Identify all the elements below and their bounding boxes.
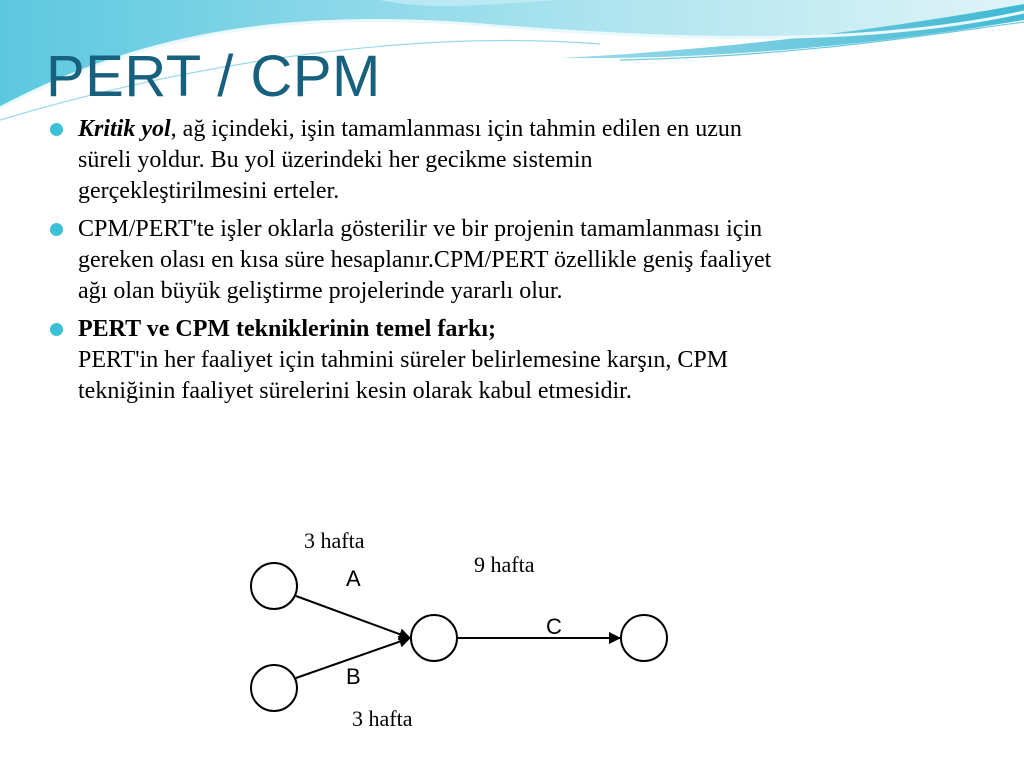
bullet-line: gerçekleştirilmesini erteler. bbox=[78, 178, 340, 204]
bullet-line: süreli yoldur. Bu yol üzerindeki her gecikme sistemin bbox=[78, 147, 593, 173]
bullet-line: tekniğinin faaliyet sürelerini kesin olarak kabul etmesidir. bbox=[78, 378, 632, 404]
bullet-line: CPM/PERT'te işler oklarla gösterilir ve bir projenin tamamlanması için bbox=[78, 216, 763, 242]
activity-c-duration: 9 hafta bbox=[474, 552, 535, 577]
node-start-b bbox=[251, 665, 297, 711]
bullet-dot-icon bbox=[50, 223, 63, 236]
bullet-line: gereken olası en kısa süre hesaplanır.CPM/PERT özellikle geniş faaliyet bbox=[78, 247, 772, 273]
critical-path-term: Kritik yol bbox=[78, 116, 171, 142]
bullet-item-critical-path bbox=[48, 114, 998, 207]
bullet-item-difference bbox=[48, 314, 998, 407]
node-start-a bbox=[251, 563, 297, 609]
activity-b-duration: 3 hafta bbox=[352, 706, 413, 731]
network-diagram-graphic bbox=[170, 518, 715, 768]
bullet-line: ağı olan büyük geliştirme projelerinde yararlı olur. bbox=[78, 278, 563, 304]
difference-heading: PERT ve CPM tekniklerinin temel farkı; bbox=[78, 316, 496, 342]
bullet-dot-icon bbox=[50, 323, 63, 336]
network-diagram bbox=[170, 518, 715, 768]
bullet-item-cpm-pert bbox=[48, 214, 998, 307]
activity-b-label: B bbox=[346, 664, 361, 689]
activity-c-label: C bbox=[546, 614, 562, 639]
activity-a-label: A bbox=[346, 566, 361, 591]
bullet-line: PERT'in her faaliyet için tahmini süreler belirlemesine karşın, CPM bbox=[78, 347, 729, 373]
bullet-dot-icon bbox=[50, 123, 63, 136]
node-end bbox=[621, 615, 667, 661]
bullet-list bbox=[48, 114, 998, 414]
activity-a-duration: 3 hafta bbox=[304, 528, 365, 553]
node-merge bbox=[411, 615, 457, 661]
arrow-activity-a bbox=[296, 596, 410, 638]
slide-title: PERT / CPM bbox=[46, 44, 381, 109]
bullet-line bbox=[78, 114, 998, 145]
bullet-text: , ağ içindeki, işin tamamlanması için tahmin edilen en uzun bbox=[170, 116, 742, 142]
